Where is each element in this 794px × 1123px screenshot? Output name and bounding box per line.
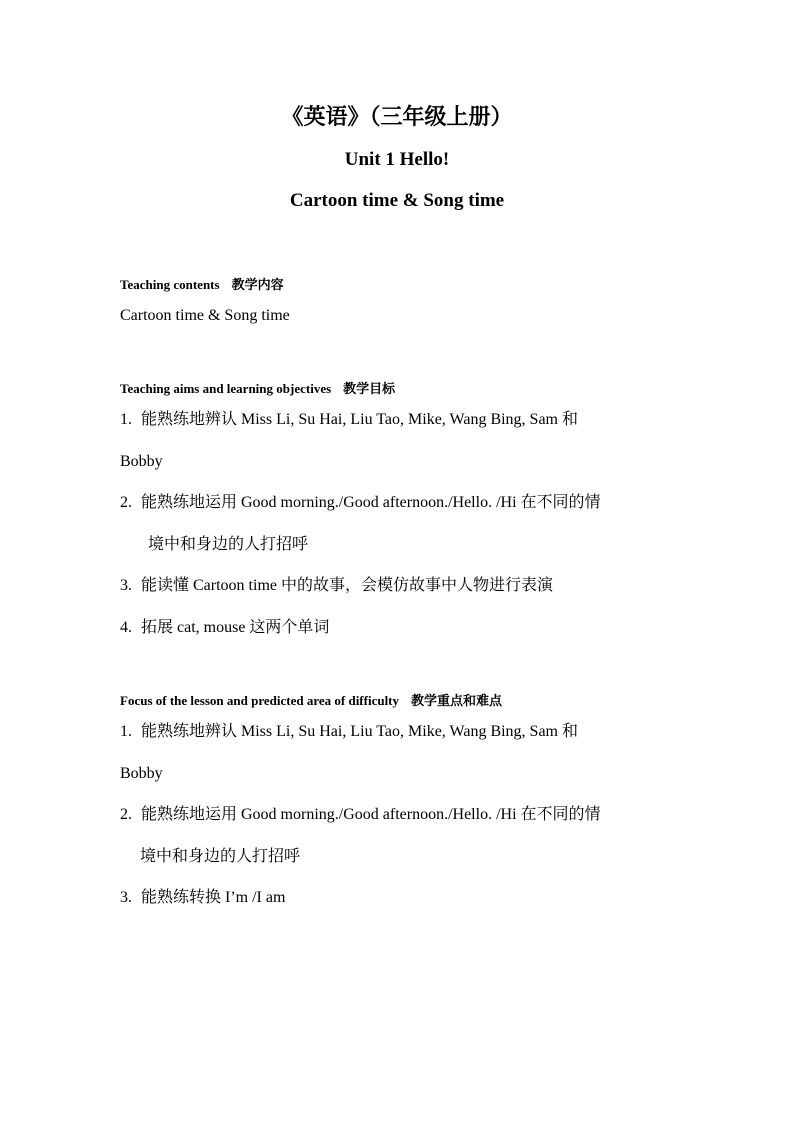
item-continuation: 境中和身边的人打招呼 — [148, 536, 309, 553]
item-continuation: 境中和身边的人打招呼 — [140, 848, 301, 865]
item-text: 能熟练转换 I’m /I am — [141, 889, 286, 906]
item-text: 能熟练地辨认 Miss Li, Su Hai, Liu Tao, Mike, Wang Bing, Sam 和 — [141, 723, 579, 740]
item-number: 1. — [120, 411, 132, 428]
contents-text: Cartoon time & Song time — [120, 307, 290, 324]
list-item — [120, 887, 285, 909]
section-heading-aims — [120, 380, 395, 398]
section-heading-focus — [120, 692, 502, 710]
item-number: 2. — [120, 806, 132, 823]
item-continuation: Bobby — [120, 765, 163, 782]
item-continuation: Bobby — [120, 453, 163, 470]
list-item — [120, 617, 329, 639]
item-text: 能熟练地运用 Good morning./Good afternoon./Hello. /Hi 在不同的情 — [141, 806, 601, 823]
section-heading-contents — [120, 276, 284, 294]
item-number: 3. — [120, 577, 132, 594]
list-item — [120, 804, 601, 826]
section-heading-en: Teaching contents — [120, 277, 220, 292]
item-text: 能读懂 Cartoon time 中的故事，会模仿故事中人物进行表演 — [141, 577, 553, 594]
section-heading-en: Focus of the lesson and predicted area of difficulty — [120, 693, 400, 708]
section-heading-en: Teaching aims and learning objectives — [120, 381, 332, 396]
item-text: 能熟练地运用 Good morning./Good afternoon./Hello. /Hi 在不同的情 — [141, 494, 601, 511]
list-item — [120, 409, 578, 431]
list-item — [120, 492, 601, 514]
item-text: 能熟练地辨认 Miss Li, Su Hai, Liu Tao, Mike, Wang Bing, Sam 和 — [141, 411, 579, 428]
list-item — [120, 575, 553, 597]
document-title: 《英语》（三年级上册） — [281, 104, 513, 129]
unit-title: Unit 1 Hello! — [344, 149, 450, 170]
item-number: 4. — [120, 619, 132, 636]
item-number: 2. — [120, 494, 132, 511]
section-heading-cn: 教学目标 — [343, 381, 396, 396]
lesson-subtitle: Cartoon time & Song time — [289, 190, 505, 211]
item-text: 拓展 cat, mouse 这两个单词 — [141, 619, 330, 636]
section-heading-cn: 教学内容 — [231, 277, 284, 292]
section-heading-cn: 教学重点和难点 — [411, 693, 503, 708]
item-number: 1. — [120, 723, 132, 740]
item-number: 3. — [120, 889, 132, 906]
list-item — [120, 721, 578, 743]
